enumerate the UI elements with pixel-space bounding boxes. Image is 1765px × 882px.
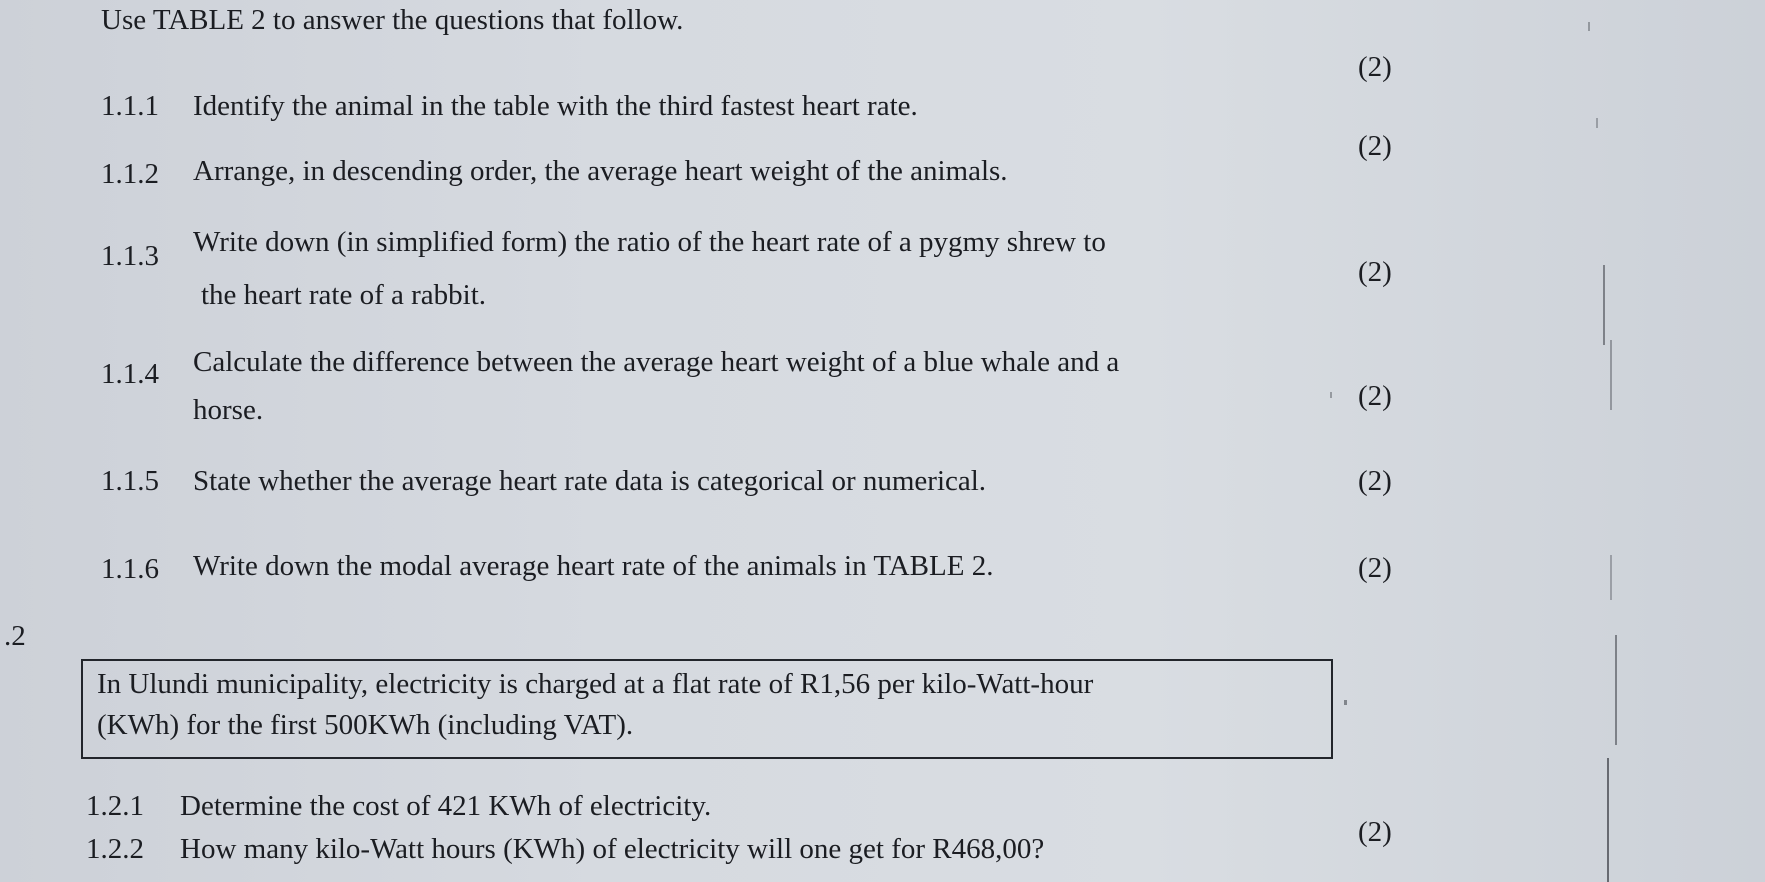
question-number: 1.1.6 [101, 553, 159, 585]
question-number: 1.1.1 [101, 90, 159, 122]
margin-rule [1607, 758, 1609, 882]
question-text: Write down the modal average heart rate of the animals in TABLE 2. [193, 550, 994, 582]
speck [1596, 118, 1598, 128]
question-text: Identify the animal in the table with the third fastest heart rate. [193, 90, 918, 122]
question-text-continued: the heart rate of a rabbit. [201, 279, 487, 311]
intro-text: Use TABLE 2 to answer the questions that follow. [101, 4, 684, 36]
question-marks: (2) [1358, 465, 1392, 497]
question-marks: (2) [1358, 552, 1392, 584]
info-box [81, 659, 1333, 759]
question-text: Write down (in simplified form) the ratio of the heart rate of a pygmy shrew to [193, 226, 1106, 258]
question-text: Calculate the difference between the average heart weight of a blue whale and a [193, 346, 1120, 378]
question-text: Arrange, in descending order, the average heart weight of the animals. [193, 155, 1008, 187]
speck [1330, 392, 1332, 398]
question-number: 1.1.4 [101, 358, 159, 390]
margin-rule [1615, 635, 1617, 745]
question-number: 1.1.5 [101, 465, 159, 497]
speck [1588, 22, 1590, 31]
question-marks: (2) [1358, 51, 1392, 83]
question-marks: (2) [1358, 130, 1392, 162]
question-number: 1.1.3 [101, 240, 159, 272]
question-number: 1.2.2 [86, 833, 144, 865]
question-marks: (2) [1358, 380, 1392, 412]
question-text: State whether the average heart rate data is categorical or numerical. [193, 465, 987, 497]
margin-rule [1603, 265, 1605, 345]
info-box-line-2: (KWh) for the first 500KWh (including VAT). [97, 709, 634, 741]
margin-rule [1610, 340, 1612, 410]
question-text-continued: horse. [193, 394, 264, 426]
question-text: Determine the cost of 421 KWh of electricity. [180, 790, 712, 822]
question-number: 1.1.2 [101, 158, 159, 190]
speck [1344, 700, 1347, 705]
question-marks: (2) [1358, 816, 1392, 848]
info-box-line-1: In Ulundi municipality, electricity is charged at a flat rate of R1,56 per kilo-Watt-hour [97, 668, 1094, 700]
margin-rule [1610, 555, 1612, 600]
question-marks: (2) [1358, 256, 1392, 288]
question-text: How many kilo-Watt hours (KWh) of electricity will one get for R468,00? [180, 833, 1045, 865]
section-number: .2 [4, 620, 26, 652]
question-number: 1.2.1 [86, 790, 144, 822]
